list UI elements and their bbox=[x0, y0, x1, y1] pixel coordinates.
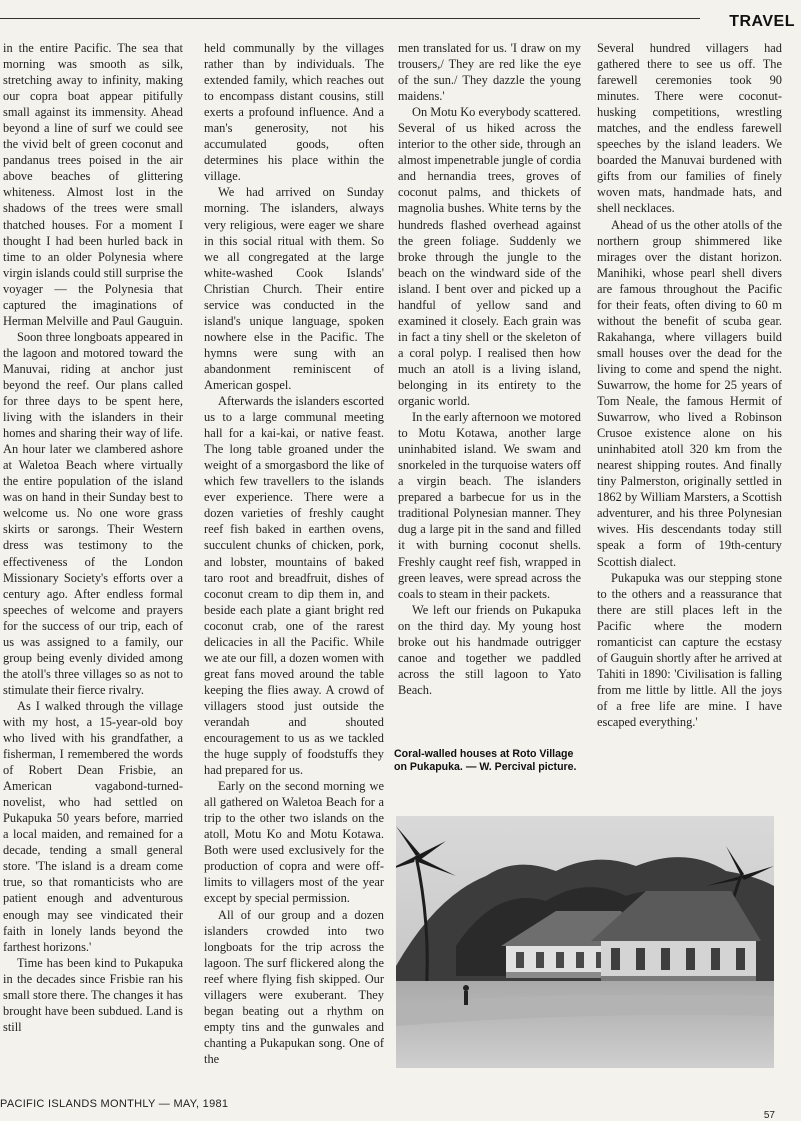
paragraph: We had arrived on Sunday morning. The islanders, always very religious, were eager we share in this social ritual with them. So we all congregated at the large white-washed Cook Islands' Christian Church. Their entire service was conducted in the island's unique language, spoken nowhere else in the Pacific. The hymns were sung with an abandonment reminiscent of American gospel. bbox=[204, 185, 384, 392]
header-rule bbox=[0, 18, 700, 19]
paragraph: Several hundred villagers had gathered there to see us off. The farewell ceremonies took 90 minutes. There were coconut-husking competitions, wrestling matches, and the endless farewell speeches by the island leaders. We boarded the Manuvai burdened with gifts from our families of finely woven mats, handmade hats, and shell necklaces. bbox=[597, 41, 782, 216]
photo-caption: Coral-walled houses at Roto Village on Pukapuka. — W. Percival picture. bbox=[394, 748, 577, 773]
article-column-4 bbox=[597, 40, 782, 730]
paragraph: We left our friends on Pukapuka on the third day. My young host broke out his handmade outrigger canoe and together we paddled across the still lagoon to Yato Beach. bbox=[398, 602, 581, 697]
article-column-3 bbox=[398, 40, 581, 698]
paragraph: Time has been kind to Pukapuka in the decades since Frisbie ran his small store there. The changes it has brought have been subdued. Land is still bbox=[3, 955, 183, 1034]
paragraph: In the early afternoon we motored to Motu Kotawa, another large uninhabited island. We swam and snorkeled in the turquoise waters off a virgin beach. The islanders prepared a barbecue for us in the traditional Polynesian manner. They dug a large pit in the sand and filled it with burning coconut shells. Freshly caught reef fish, wrapped in green leaves, were spread across the coals to steam in their packets. bbox=[398, 410, 581, 601]
publication-footer: PACIFIC ISLANDS MONTHLY — MAY, 1981 bbox=[0, 1098, 229, 1110]
paragraph: Ahead of us the other atolls of the northern group shimmered like mirages over the distant horizon. Manihiki, whose pearl shell divers are famous throughout the Pacific for their feats, often diving to 60 m without the benefit of scuba gear. Rakahanga, where villagers build small houses over the dead for the living to come and spend the night. Suwarrow, the home for 25 years of Tom Neale, the famous Hermit of Suwarrow, who lived a Robinson Crusoe existence alone on his uninhabited atoll 320 km from the nearest shipping routes. And finally tiny Palmerston, originally settled in 1862 by William Marsters, a Scottish adventurer, and his three Polynesian wives. His descendants today still speak a form of 19th-century Scottish dialect. bbox=[597, 217, 782, 569]
paragraph: On Motu Ko everybody scattered. Several of us hiked across the interior to the other side, through an almost impenetrable jungle of cordia and hernandia trees, groves of coconut palms, and thickets of magnolia bushes. White terns by the hundreds flashed overhead against the green foliage. Suddenly we broke through the jungle to the beach on the windward side of the island. I bent over and picked up a handful of yellow sand and examined it closely. Each grain was in fact a tiny shell or the skeleton of a coral polyp. I realised then how much an atoll is a living island, belonging in its entirety to the organic world. bbox=[398, 105, 581, 409]
paragraph: As I walked through the village with my host, a 15-year-old boy who lived with his grandfather, a fisherman, I remembered the words of Robert Dean Frisbie, an American vagabond-turned-novelist, who had settled on Pukapuka 50 years before, married a local maiden, and remained for a decade, tending a small general store. 'The island is a dream come true, so that romanticists who are patient enough and adventurous enough may see vindicated their faith in lonely lands beyond the farthest horizons.' bbox=[3, 698, 183, 954]
paragraph: Pukapuka was our stepping stone to the others and a reassurance that there are still places left in the Pacific where the modern romanticist can capture the ecstasy of Gauguin shortly after he arrived at Tahiti in 1890: 'Civilisation is falling from me little by little. All the joys of a free life are mine. I have escaped everything.' bbox=[597, 570, 782, 729]
paragraph: Afterwards the islanders escorted us to a large communal meeting hall for a kai-kai, or native feast. The long table groaned under the weight of a smorgasbord the like of which few travellers to the islands ever experience. There were a dozen varieties of freshly caught reef fish baked in earthen ovens, succulent chunks of chicken, pork, and lobster, mountains of baked taro root and breadfruit, dishes of coconut cream to dip them in, and beside each plate a giant bright red coconut crab, one of the rarest delicacies in all the Pacific. While we ate our fill, a dozen women with great fans moved around the table keeping the flies away. A crowd of villagers stood just outside the verandah and shouted encouragement to us as we tackled the huge supply of foodstuffs they had prepared for us. bbox=[204, 394, 384, 778]
paragraph: men translated for us. 'I draw on my trousers,/ They are red like the eye of the sun./ They dazzle the young maidens.' bbox=[398, 41, 581, 104]
paragraph: Soon three longboats appeared in the lagoon and motored toward the Manuvai, riding at anchor just beyond the reef. Our plans called for three days to be spent here, living with the islanders in their homes and sharing their way of life. An hour later we clambered ashore at Waletoa Beach where virtually the entire population of the island was on hand in their Sunday best to welcome us. No one wore grass skirts or sarongs. Their Western dress was testimony to the effectiveness of the London Missionary Society's efforts over a century ago. After endless formal speeches of welcome and prayers for the success of our trip, each of us was assigned to a family, our group being evenly divided among the atoll's three villages so as not to stimulate their fierce rivalry. bbox=[3, 329, 183, 697]
paragraph: in the entire Pacific. The sea that morning was smooth as silk, stretching away to infinity, making our copra boat appear pitifully small against its immensity. Ahead beyond a line of surf we could see the vivid belt of green coconut and pandanus trees poised in the air above beaches of glittering whiteness. Almost lost in the shadows of the trees were small thatched houses. For a moment I thought I had been hurled back in time to an older Polynesia where virgin islands could still surprise the voyager — the Polynesia that captured the imaginations of Herman Melville and Paul Gauguin. bbox=[3, 41, 183, 328]
page-number: 57 bbox=[763, 1110, 775, 1121]
section-title: TRAVEL bbox=[729, 13, 795, 30]
paragraph: Early on the second morning we all gathered on Waletoa Beach for a trip to the other two islands on the atoll, Motu Ko and Motu Kotawa. Both were used exclusively for the production of copra and were off-limits to villagers most of the year except by special permission. bbox=[204, 779, 384, 906]
village-photo bbox=[396, 816, 774, 1068]
article-column-2 bbox=[204, 40, 384, 1067]
paragraph: held communally by the villages rather than by individuals. The extended family, which reaches out to encompass distant cousins, still exerts a profound influence. And a man's generosity, not his accumulated goods, often determines his place within the village. bbox=[204, 41, 384, 184]
paragraph: All of our group and a dozen islanders crowded into two longboats for the trip across the lagoon. The surf flickered along the reef where flying fish skipped. Our villagers were exuberant. They began beating out a rhythm on empty tins and the gunwales and chanting a Pukapukan song. One of the bbox=[204, 907, 384, 1066]
article-column-1 bbox=[3, 40, 183, 1035]
